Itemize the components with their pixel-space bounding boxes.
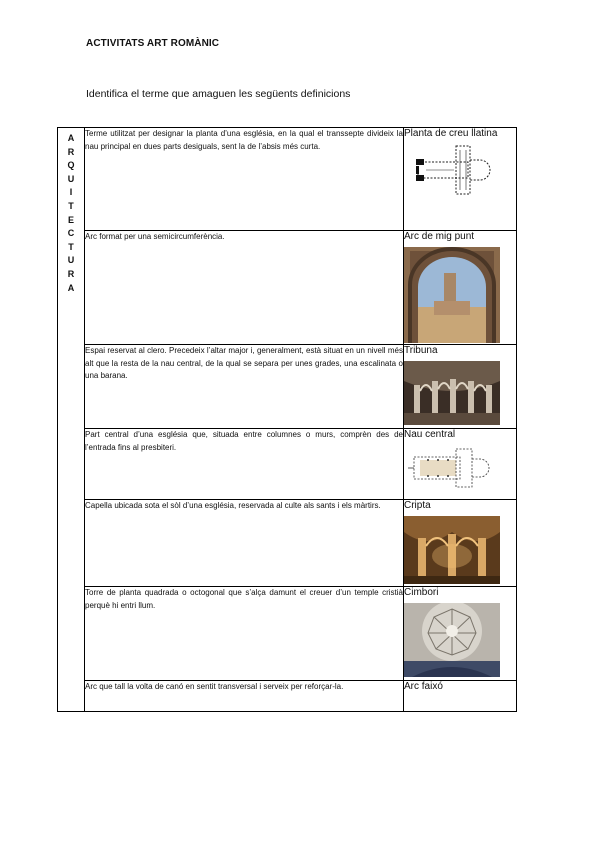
table-row [58,681,517,712]
section-letter: E [67,214,74,225]
section-label-architecture [58,128,84,295]
term-cell [404,429,517,500]
crypt-photo [404,516,500,584]
definition-cell: Capella ubicada sota el sòl d’una església, reservada al culte als sants i els màrtirs. [85,500,404,587]
term-label: Planta de creu llatina [404,128,498,139]
definition-cell: Arc format per una semicircumferència. [85,231,404,345]
nave-plan-icon [404,445,500,491]
term-cell [404,345,517,429]
section-label-cell [58,128,85,712]
section-letter: A [67,282,75,293]
term-label: Arc de mig punt [404,231,475,242]
section-letter: T [68,241,74,252]
term-cell [404,681,517,712]
section-letter: R [67,268,75,279]
term-label: Nau central [404,429,456,440]
term-label: Cimbori [404,587,439,598]
section-letter: A [67,133,75,143]
section-letter: C [67,228,75,239]
term-cell [404,128,517,231]
term-cell [404,587,517,681]
term-cell [404,231,517,345]
table-row [58,345,517,429]
section-letter: I [69,187,73,198]
term-label: Cripta [404,500,431,511]
table-row [58,429,517,500]
document-title: ACTIVITATS ART ROMÀNIC [86,38,220,49]
term-cell [404,500,517,587]
table-row [58,128,517,231]
dome-photo [404,603,500,677]
definition-cell: Terme utilitzat per designar la planta d’una església, en la qual el transsepte divideix la nau principal en dues parts desiguals, sent la de l’absis més curta. [85,128,404,231]
section-letter: Q [67,160,75,171]
definitions-table [57,127,517,712]
latin-cross-plan-icon [404,142,500,198]
table-row [58,500,517,587]
definition-cell: Part central d’una església que, situada entre columnes o murs, comprèn des de l’entrada fins al presbiteri. [85,429,404,500]
instruction-text: Identifica el terme que amaguen les següents definicions [86,88,351,100]
table-row [58,587,517,681]
tribune-photo [404,361,500,425]
section-letter: T [68,200,74,211]
section-letter: U [67,255,75,266]
definition-cell: Arc que tall la volta de canó en sentit transversal i serveix per reforçar-la. [85,681,404,712]
term-label: Tribuna [404,345,438,356]
table-row [58,231,517,345]
section-letter: U [67,173,75,184]
section-letter: R [67,146,75,157]
definition-cell: Torre de planta quadrada o octogonal que s’alça damunt el creuer d’un temple cristià perquè hi entri llum. [85,587,404,681]
term-label: Arc faixó [404,681,443,692]
romanesque-arch-photo [404,247,500,343]
definition-cell: Espai reservat al clero. Precedeix l’altar major i, generalment, està situat en un nivell més alt que la resta de la nau central, de la qual se separa per unes grades, una escalinata o una barana. [85,345,404,429]
